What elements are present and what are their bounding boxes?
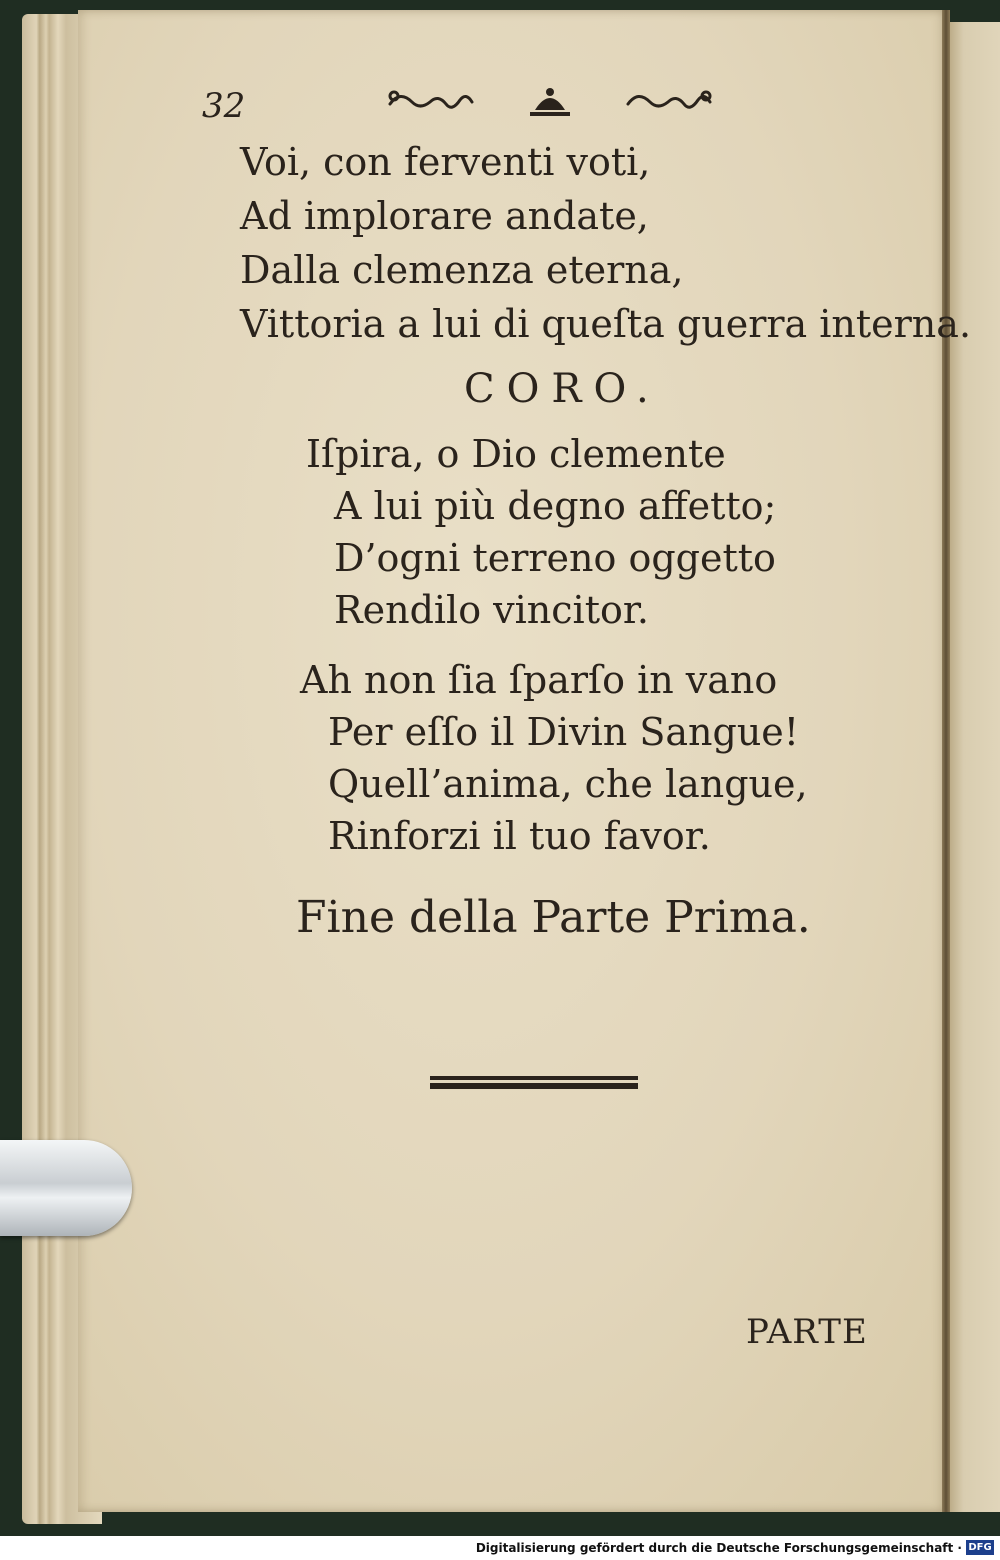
coro-line: Rendilo vincitor. [334, 588, 649, 632]
coro-line: Quell’anima, che langue, [328, 762, 808, 806]
coro-line: Rinforzi il tuo favor. [328, 814, 711, 858]
coro-line: Iſpira, o Dio clemente [306, 432, 726, 476]
verse-line: Dalla clemenza eterna, [240, 248, 684, 292]
verse-line: Ad implorare andate, [240, 194, 649, 238]
page-clip [0, 1140, 132, 1236]
coro-heading: CORO. [464, 366, 661, 412]
page-number: 32 [202, 86, 246, 126]
coro-line: D’ogni terreno oggetto [334, 536, 776, 580]
dfg-logo-icon: DFG [966, 1540, 994, 1555]
closing-line: Fine della Parte Prima. [296, 892, 811, 943]
book-spine [942, 10, 950, 1512]
catchword: PARTE [746, 1312, 868, 1352]
header-ornament [380, 82, 720, 126]
coro-line: Per eſſo il Divin Sangue! [328, 710, 800, 754]
verse-line: Voi, con ferventi voti, [240, 140, 651, 184]
coro-line: A lui più degno affetto; [334, 484, 777, 528]
coro-line: Ah non ſia ſparſo in vano [300, 658, 778, 702]
decorative-rule [430, 1076, 638, 1090]
footer-bar [0, 1536, 1000, 1560]
facing-page-edge [948, 22, 1000, 1512]
verse-line: Vittoria a lui di queſta guerra interna. [240, 302, 972, 346]
footer-credit: Digitalisierung gefördert durch die Deutsche Forschungsgemeinschaft · [475, 1541, 962, 1555]
